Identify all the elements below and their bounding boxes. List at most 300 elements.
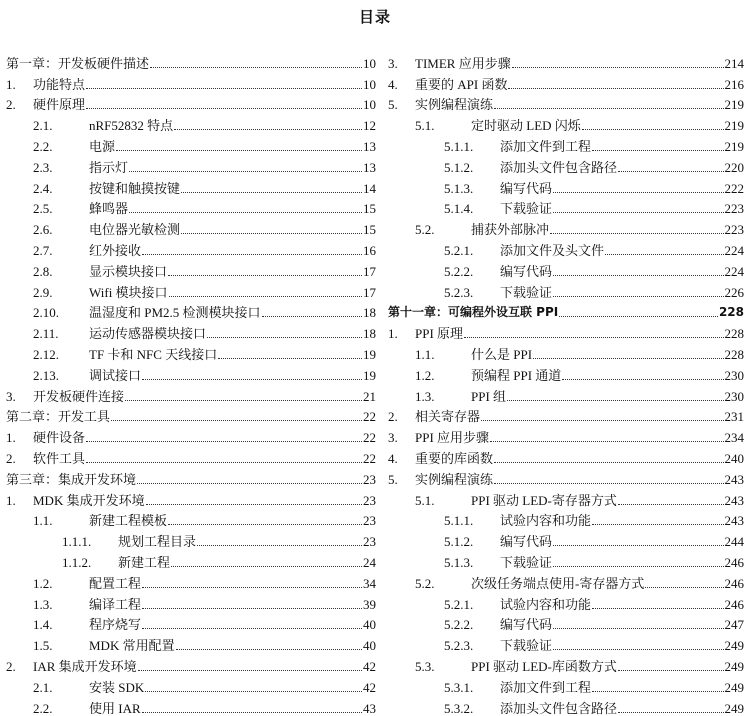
- toc-page-number: 243: [724, 513, 744, 529]
- toc-entry[interactable]: [388, 112, 744, 133]
- toc-entry-number: 1.1.1.: [62, 534, 92, 550]
- toc-page-number: 223: [724, 222, 744, 238]
- toc-dot-leader: [553, 628, 723, 629]
- toc-dot-leader: [618, 504, 724, 505]
- toc-entry-number: 5.1.3.: [444, 180, 474, 196]
- toc-page-number: 23: [363, 513, 376, 529]
- toc-entry-number: 1.: [6, 492, 16, 508]
- toc-page-number: 42: [363, 658, 376, 674]
- toc-dot-leader: [137, 483, 362, 484]
- toc-entry[interactable]: [6, 279, 376, 300]
- toc-dot-leader: [142, 587, 362, 588]
- toc-dot-leader: [116, 150, 362, 151]
- toc-entry[interactable]: [6, 71, 376, 92]
- toc-entry-title: 下载验证: [500, 554, 553, 570]
- toc-dot-leader: [553, 545, 723, 546]
- toc-entry[interactable]: [6, 154, 376, 175]
- toc-dot-leader: [86, 88, 362, 89]
- toc-dot-leader: [481, 420, 723, 421]
- toc-entry-number: 5.2.2.: [444, 617, 474, 633]
- toc-entry-number: 1.3.: [33, 596, 53, 612]
- toc-entry[interactable]: [6, 216, 376, 237]
- toc-entry-number: 4.: [388, 450, 398, 466]
- toc-entry[interactable]: [6, 674, 376, 695]
- toc-entry[interactable]: [388, 570, 744, 591]
- toc-page-number: 219: [724, 118, 744, 134]
- toc-dot-leader: [490, 441, 723, 442]
- toc-entry-title: 重要的库函数: [415, 450, 494, 466]
- toc-entry-title: 添加文件及头文件: [500, 242, 605, 258]
- toc-entry-title: 定时驱动 LED 闪烁: [471, 118, 581, 134]
- toc-page-number: 223: [724, 201, 744, 217]
- toc-page-number: 222: [724, 180, 744, 196]
- toc-dot-leader: [553, 649, 723, 650]
- toc-entry-number: 5.2.2.: [444, 263, 474, 279]
- toc-page-number: 17: [363, 263, 376, 279]
- toc-entry-number: 1.2.: [415, 367, 435, 383]
- toc-page-number: 249: [724, 658, 744, 674]
- toc-dot-leader: [553, 192, 723, 193]
- toc-entry-number: 2.3.: [33, 159, 53, 175]
- toc-page-number: 247: [724, 617, 744, 633]
- toc-entry-title: 第十一章：可编程外设互联 PPI: [388, 305, 559, 320]
- toc-dot-leader: [111, 420, 362, 421]
- toc-entry-title: 编写代码: [500, 180, 553, 196]
- toc-dot-leader: [197, 545, 362, 546]
- toc-entry-title: MDK 常用配置: [89, 638, 175, 654]
- toc-entry-number: 3.: [388, 430, 398, 446]
- toc-entry[interactable]: [388, 258, 744, 279]
- toc-entry[interactable]: [388, 404, 744, 425]
- toc-right-column: [388, 50, 744, 716]
- toc-dot-leader: [86, 462, 362, 463]
- toc-dot-leader: [592, 524, 723, 525]
- toc-entry[interactable]: [6, 632, 376, 653]
- toc-page-number: 228: [724, 346, 744, 362]
- toc-entry-number: 5.2.1.: [444, 596, 474, 612]
- toc-page-number: 246: [724, 596, 744, 612]
- toc-entry-title: 编译工程: [89, 596, 142, 612]
- toc-entry[interactable]: [6, 362, 376, 383]
- toc-dot-leader: [142, 712, 362, 713]
- toc-dot-leader: [171, 566, 362, 567]
- toc-dot-leader: [553, 296, 723, 297]
- toc-page-number: 15: [363, 222, 376, 238]
- toc-entry-title: 电位器光敏检测: [89, 222, 181, 238]
- toc-entry[interactable]: [388, 300, 744, 321]
- toc-entry-title: 运动传感器模块接口: [89, 326, 207, 342]
- toc-entry-title: 程序烧写: [89, 617, 142, 633]
- toc-entry-number: 5.1.: [415, 118, 435, 134]
- toc-entry-number: 5.2.1.: [444, 242, 474, 258]
- toc-page-number: 230: [724, 367, 744, 383]
- toc-page-number: 249: [724, 700, 744, 716]
- toc-entry-title: 编写代码: [500, 534, 553, 550]
- toc-page-number: 234: [724, 430, 744, 446]
- toc-entry[interactable]: [388, 674, 744, 695]
- toc-entry-title: 指示灯: [89, 159, 129, 175]
- toc-entry-title: 下载验证: [500, 284, 553, 300]
- toc-entry-title: 温湿度和 PM2.5 检测模块接口: [89, 305, 261, 321]
- toc-entry[interactable]: [388, 279, 744, 300]
- toc-dot-leader: [618, 670, 724, 671]
- toc-page-number: 34: [363, 575, 376, 591]
- toc-entry[interactable]: [6, 508, 376, 529]
- toc-entry-number: 5.1.3.: [444, 554, 474, 570]
- toc-dot-leader: [559, 316, 718, 317]
- toc-entry-title: 规划工程目录: [118, 534, 197, 550]
- toc-entry-number: 5.1.1.: [444, 513, 474, 529]
- toc-entry[interactable]: [6, 487, 376, 508]
- toc-dot-leader: [562, 379, 723, 380]
- toc-dot-leader: [129, 171, 362, 172]
- toc-entry-number: 5.2.: [415, 575, 435, 591]
- toc-page-number: 18: [363, 326, 376, 342]
- toc-page-number: 10: [363, 97, 376, 113]
- toc-entry-number: 2.: [6, 450, 16, 466]
- toc-page-number: 14: [363, 180, 376, 196]
- toc-dot-leader: [138, 670, 362, 671]
- toc-entry[interactable]: [6, 570, 376, 591]
- toc-entry-number: 2.: [388, 409, 398, 425]
- toc-entry-title: PPI 应用步骤: [415, 430, 490, 446]
- toc-page-number: 15: [363, 201, 376, 217]
- toc-dot-leader: [494, 108, 723, 109]
- toc-dot-leader: [181, 233, 362, 234]
- toc-entry[interactable]: [6, 424, 376, 445]
- toc-dot-leader: [618, 171, 723, 172]
- toc-page-number: 43: [363, 700, 376, 716]
- toc-dot-leader: [553, 566, 723, 567]
- toc-entry-number: 2.1.: [33, 679, 53, 695]
- toc-dot-leader: [150, 67, 362, 68]
- toc-entry-title: 新建工程: [118, 554, 171, 570]
- toc-entry[interactable]: [6, 300, 376, 321]
- toc-entry-title: 添加文件到工程: [500, 679, 592, 695]
- toc-entry-title: 功能特点: [33, 76, 86, 92]
- toc-entry[interactable]: [388, 362, 744, 383]
- toc-entry-number: 1.1.: [33, 513, 53, 529]
- toc-entry[interactable]: [388, 695, 744, 716]
- toc-entry[interactable]: [388, 424, 744, 445]
- toc-entry[interactable]: [388, 612, 744, 633]
- toc-entry-number: 2.: [6, 97, 16, 113]
- toc-entry-title: 添加头文件包含路径: [500, 700, 618, 716]
- toc-entry[interactable]: [6, 196, 376, 217]
- toc-entry-number: 5.3.1.: [444, 679, 474, 695]
- toc-dot-leader: [207, 337, 362, 338]
- toc-page-number: 228: [724, 326, 744, 342]
- toc-entry-number: 5.2.3.: [444, 284, 474, 300]
- toc-entry-number: 5.: [388, 471, 398, 487]
- toc-entry-title: 按键和触摸按键: [89, 180, 181, 196]
- toc-entry-number: 2.: [6, 658, 16, 674]
- toc-entry-title: PPI 驱动 LED-寄存器方式: [471, 492, 617, 508]
- toc-page-number: 17: [363, 284, 376, 300]
- toc-page-number: 214: [724, 55, 744, 71]
- toc-entry-title: 添加头文件包含路径: [500, 159, 618, 175]
- toc-entry-number: 5.1.: [415, 492, 435, 508]
- toc-entry-title: 蜂鸣器: [89, 201, 129, 217]
- toc-dot-leader: [142, 254, 362, 255]
- toc-entry-title: 新建工程模板: [89, 513, 168, 529]
- toc-entry-title: 编写代码: [500, 617, 553, 633]
- toc-entry[interactable]: [6, 237, 376, 258]
- toc-entry-title: 配置工程: [89, 575, 142, 591]
- toc-entry-title: 重要的 API 函数: [415, 76, 508, 92]
- toc-entry-number: 2.8.: [33, 263, 53, 279]
- toc-entry-number: 2.10.: [33, 305, 59, 321]
- toc-entry[interactable]: [6, 341, 376, 362]
- toc-entry-number: 2.6.: [33, 222, 53, 238]
- toc-entry-title: MDK 集成开发环境: [33, 492, 145, 508]
- toc-entry-title: 试验内容和功能: [500, 596, 592, 612]
- toc-page-number: 228: [718, 305, 744, 320]
- toc-entry[interactable]: [388, 71, 744, 92]
- toc-entry[interactable]: [388, 653, 744, 674]
- toc-dot-leader: [533, 358, 723, 359]
- toc-dot-leader: [507, 400, 723, 401]
- toc-page-number: 216: [724, 76, 744, 92]
- toc-entry-number: 2.9.: [33, 284, 53, 300]
- toc-entry-number: 1.3.: [415, 388, 435, 404]
- toc-entry[interactable]: [388, 341, 744, 362]
- toc-entry[interactable]: [6, 112, 376, 133]
- toc-dot-leader: [512, 67, 724, 68]
- toc-page-number: 19: [363, 367, 376, 383]
- toc-entry[interactable]: [388, 216, 744, 237]
- toc-entry-number: 1.: [388, 326, 398, 342]
- toc-entry[interactable]: [388, 508, 744, 529]
- toc-entry-title: nRF52832 特点: [89, 118, 174, 134]
- toc-entry-title: 第二章：开发工具: [6, 409, 111, 425]
- toc-entry[interactable]: [388, 445, 744, 466]
- toc-page-number: 246: [724, 554, 744, 570]
- toc-dot-leader: [169, 296, 362, 297]
- toc-entry-number: 5.3.2.: [444, 700, 474, 716]
- toc-entry-title: 试验内容和功能: [500, 513, 592, 529]
- toc-entry-title: 调试接口: [89, 367, 142, 383]
- toc-entry-number: 5.2.3.: [444, 638, 474, 654]
- toc-dot-leader: [145, 691, 362, 692]
- toc-page-number: 12: [363, 118, 376, 134]
- toc-entry-number: 5.: [388, 97, 398, 113]
- toc-entry[interactable]: [6, 466, 376, 487]
- toc-dot-leader: [168, 524, 362, 525]
- toc-dot-leader: [464, 337, 723, 338]
- toc-entry[interactable]: [388, 487, 744, 508]
- toc-dot-leader: [508, 88, 723, 89]
- toc-entry-title: 使用 IAR: [89, 700, 141, 716]
- toc-entry[interactable]: [6, 528, 376, 549]
- toc-page-number: 19: [363, 346, 376, 362]
- toc-entry[interactable]: [6, 653, 376, 674]
- toc-entry-title: 硬件设备: [33, 430, 86, 446]
- toc-left-column: [6, 50, 376, 716]
- toc-page-number: 219: [724, 97, 744, 113]
- toc-entry-number: 2.5.: [33, 201, 53, 217]
- toc-title: 目录: [358, 8, 391, 26]
- toc-page-number: 22: [363, 409, 376, 425]
- toc-entry-title: 第三章：集成开发环境: [6, 471, 137, 487]
- toc-entry-number: 5.1.1.: [444, 138, 474, 154]
- toc-entry-title: 次级任务端点使用-寄存器方式: [471, 575, 645, 591]
- toc-entry-title: 电源: [89, 138, 116, 154]
- toc-entry-title: IAR 集成开发环境: [33, 658, 137, 674]
- toc-entry[interactable]: [388, 632, 744, 653]
- toc-page-number: 224: [724, 263, 744, 279]
- toc-page-number: 10: [363, 76, 376, 92]
- toc-page-number: 226: [724, 284, 744, 300]
- toc-entry[interactable]: [388, 320, 744, 341]
- toc-dot-leader: [494, 462, 723, 463]
- toc-entry[interactable]: [6, 175, 376, 196]
- toc-dot-leader: [618, 712, 723, 713]
- toc-entry-number: 2.12.: [33, 346, 59, 362]
- toc-dot-leader: [592, 608, 723, 609]
- toc-dot-leader: [86, 441, 362, 442]
- toc-entry[interactable]: [388, 92, 744, 113]
- toc-entry-title: 安装 SDK: [89, 679, 145, 695]
- toc-entry-title: PPI 驱动 LED-库函数方式: [471, 658, 617, 674]
- toc-entry-title: 什么是 PPI: [471, 346, 533, 362]
- toc-dot-leader: [262, 316, 362, 317]
- toc-entry-number: 2.13.: [33, 367, 59, 383]
- toc-entry[interactable]: [388, 383, 744, 404]
- toc-entry-title: 第一章：开发板硬件描述: [6, 55, 150, 71]
- toc-page-number: 13: [363, 159, 376, 175]
- toc-entry[interactable]: [6, 50, 376, 71]
- toc-entry[interactable]: [388, 50, 744, 71]
- toc-entry[interactable]: [388, 237, 744, 258]
- toc-entry-number: 5.2.: [415, 222, 435, 238]
- toc-entry-title: 软件工具: [33, 450, 86, 466]
- toc-entry-number: 1.: [6, 430, 16, 446]
- toc-entry[interactable]: [388, 528, 744, 549]
- toc-page-number: 40: [363, 638, 376, 654]
- toc-dot-leader: [605, 254, 723, 255]
- toc-entry-number: 5.1.2.: [444, 534, 474, 550]
- toc-entry[interactable]: [6, 320, 376, 341]
- toc-entry-number: 2.2.: [33, 700, 53, 716]
- toc-entry-title: PPI 原理: [415, 326, 464, 342]
- toc-page-number: 249: [724, 679, 744, 695]
- toc-page-number: 243: [724, 492, 744, 508]
- toc-entry-number: 3.: [388, 55, 398, 71]
- toc-entry-number: 4.: [388, 76, 398, 92]
- toc-entry-title: PPI 组: [471, 388, 507, 404]
- toc-dot-leader: [125, 400, 362, 401]
- toc-page-number: 16: [363, 242, 376, 258]
- toc-page-number: 42: [363, 679, 376, 695]
- toc-entry[interactable]: [6, 258, 376, 279]
- toc-entry-title: 捕获外部脉冲: [471, 222, 550, 238]
- toc-page-number: 10: [363, 55, 376, 71]
- toc-dot-leader: [218, 358, 362, 359]
- toc-entry[interactable]: [388, 591, 744, 612]
- toc-entry-title: 下载验证: [500, 201, 553, 217]
- toc-dot-leader: [142, 379, 362, 380]
- toc-page-number: 244: [724, 534, 744, 550]
- toc-entry-number: 2.11.: [33, 326, 59, 342]
- toc-dot-leader: [582, 129, 724, 130]
- toc-entry-number: 5.1.2.: [444, 159, 474, 175]
- toc-page-number: 22: [363, 450, 376, 466]
- toc-entry-number: 2.7.: [33, 242, 53, 258]
- toc-page-number: 39: [363, 596, 376, 612]
- toc-entry[interactable]: [388, 196, 744, 217]
- toc-dot-leader: [142, 608, 362, 609]
- toc-dot-leader: [550, 233, 723, 234]
- toc-entry-number: 2.4.: [33, 180, 53, 196]
- toc-dot-leader: [174, 129, 362, 130]
- toc-entry-title: 相关寄存器: [415, 409, 481, 425]
- toc-entry[interactable]: [6, 591, 376, 612]
- toc-entry-number: 1.5.: [33, 638, 53, 654]
- toc-entry-number: 1.: [6, 76, 16, 92]
- toc-page-number: 240: [724, 450, 744, 466]
- toc-entry[interactable]: [388, 175, 744, 196]
- toc-dot-leader: [168, 275, 362, 276]
- toc-page-number: 219: [724, 138, 744, 154]
- toc-entry[interactable]: [388, 154, 744, 175]
- toc-entry-title: 预编程 PPI 通道: [471, 367, 562, 383]
- toc-dot-leader: [142, 628, 362, 629]
- toc-entry[interactable]: [388, 549, 744, 570]
- toc-entry-title: 显示模块接口: [89, 263, 168, 279]
- toc-entry[interactable]: [388, 133, 744, 154]
- toc-dot-leader: [129, 212, 362, 213]
- toc-entry[interactable]: [6, 133, 376, 154]
- toc-dot-leader: [181, 192, 362, 193]
- toc-entry[interactable]: [6, 404, 376, 425]
- toc-entry[interactable]: [6, 695, 376, 716]
- toc-entry[interactable]: [388, 466, 744, 487]
- toc-entry-title: 实例编程演练: [415, 97, 494, 113]
- toc-dot-leader: [176, 649, 362, 650]
- toc-page-number: 13: [363, 138, 376, 154]
- toc-page-number: 23: [363, 471, 376, 487]
- toc-page-number: 249: [724, 638, 744, 654]
- toc-entry-number: 1.4.: [33, 617, 53, 633]
- toc-entry[interactable]: [6, 612, 376, 633]
- toc-page-number: 230: [724, 388, 744, 404]
- toc-entry-title: TIMER 应用步骤: [415, 55, 511, 71]
- toc-entry-title: 添加文件到工程: [500, 138, 592, 154]
- toc-entry-title: 开发板硬件连接: [33, 388, 125, 404]
- toc-dot-leader: [553, 275, 723, 276]
- toc-entry[interactable]: [6, 445, 376, 466]
- toc-entry-title: 下载验证: [500, 638, 553, 654]
- toc-page-number: 21: [363, 388, 376, 404]
- toc-entry-number: 3.: [6, 388, 16, 404]
- toc-dot-leader: [645, 587, 723, 588]
- toc-entry-number: 5.3.: [415, 658, 435, 674]
- toc-dot-leader: [494, 483, 723, 484]
- toc-page-number: 246: [724, 575, 744, 591]
- toc-entry[interactable]: [6, 549, 376, 570]
- toc-page-number: 24: [363, 554, 376, 570]
- toc-dot-leader: [592, 691, 723, 692]
- toc-page-number: 23: [363, 492, 376, 508]
- toc-dot-leader: [553, 212, 723, 213]
- toc-entry-title: Wifi 模块接口: [89, 284, 168, 300]
- toc-page-number: 243: [724, 471, 744, 487]
- toc-entry[interactable]: [6, 92, 376, 113]
- toc-entry[interactable]: [6, 383, 376, 404]
- toc-entry-number: 1.2.: [33, 575, 53, 591]
- toc-entry-title: 编写代码: [500, 263, 553, 279]
